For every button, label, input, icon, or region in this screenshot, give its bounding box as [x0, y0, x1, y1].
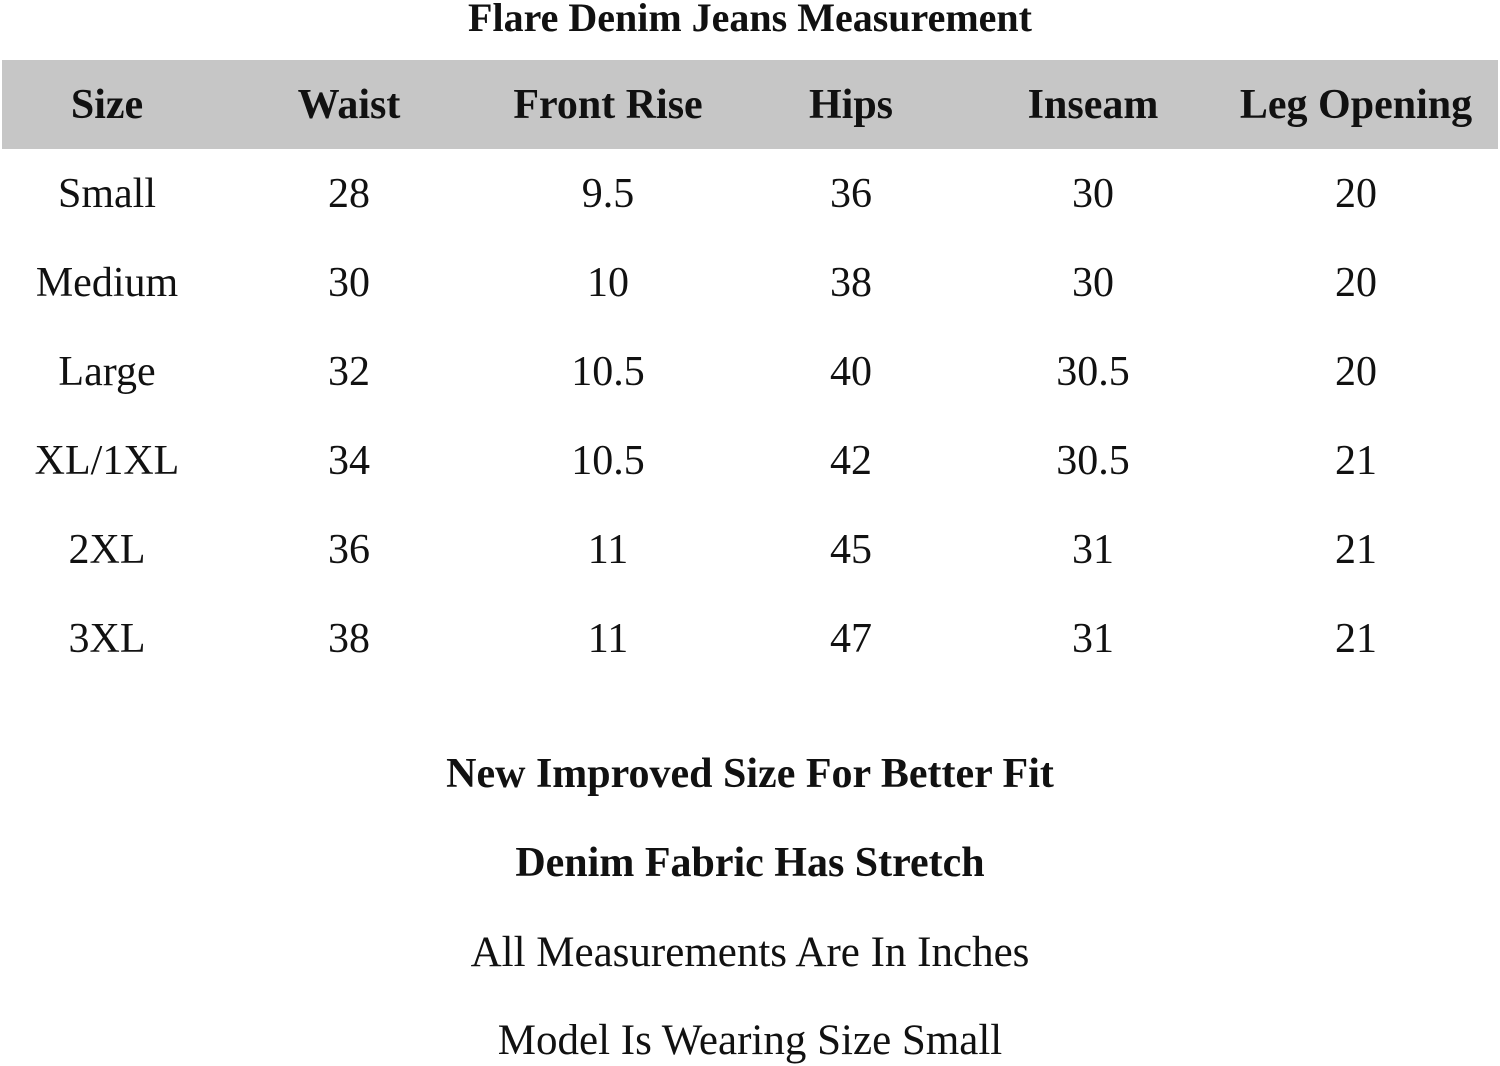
table-row [2, 327, 1498, 416]
header-inseam: Inseam [1027, 81, 1159, 128]
table-cell: 21 [1335, 615, 1377, 662]
table-cell: XL/1XL [34, 437, 180, 484]
table-row [2, 238, 1498, 327]
table-cell: 34 [328, 437, 370, 484]
table-cell: 11 [587, 615, 629, 662]
table-cell: Medium [35, 259, 179, 306]
table-cell: 20 [1335, 170, 1377, 217]
table-row [2, 505, 1498, 594]
table-cell: 30 [328, 259, 370, 306]
table-cell: 36 [830, 170, 872, 217]
table-row [2, 149, 1498, 238]
table-cell: 40 [830, 348, 872, 395]
table-cell: 21 [1335, 437, 1377, 484]
table-cell: 11 [587, 526, 629, 573]
table-cell: 9.5 [581, 170, 635, 217]
table-cell: 42 [830, 437, 872, 484]
table-cell: 47 [830, 615, 872, 662]
header-size: Size [70, 81, 144, 128]
size-chart-table [2, 60, 1498, 683]
table-cell: 10.5 [571, 348, 645, 395]
table-row [2, 416, 1498, 505]
table-cell: 3XL [68, 615, 146, 662]
note-improved-size: New Improved Size For Better Fit [446, 751, 1054, 797]
table-cell: 32 [328, 348, 370, 395]
table-cell: 21 [1335, 526, 1377, 573]
header-leg-opening: Leg Opening [1239, 81, 1473, 128]
table-cell: Small [57, 170, 157, 217]
page-title: Flare Denim Jeans Measurement [468, 0, 1032, 40]
table-cell: 30 [1072, 259, 1114, 306]
table-cell: 45 [830, 526, 872, 573]
header-waist: Waist [297, 81, 401, 128]
table-cell: 30.5 [1056, 348, 1130, 395]
table-cell: 38 [328, 615, 370, 662]
table-cell: 10.5 [571, 437, 645, 484]
table-cell: 28 [328, 170, 370, 217]
table-cell: 36 [328, 526, 370, 573]
table-cell: 20 [1335, 348, 1377, 395]
note-units: All Measurements Are In Inches [470, 929, 1030, 976]
header-front-rise: Front Rise [513, 81, 703, 128]
table-cell: 30.5 [1056, 437, 1130, 484]
table-cell: 30 [1072, 170, 1114, 217]
table-cell: 31 [1072, 615, 1114, 662]
table-cell: 38 [830, 259, 872, 306]
note-fabric-stretch: Denim Fabric Has Stretch [515, 840, 985, 886]
table-row [2, 594, 1498, 683]
note-model-size: Model Is Wearing Size Small [497, 1017, 1003, 1064]
table-cell: 10 [587, 259, 629, 306]
table-cell: 20 [1335, 259, 1377, 306]
header-hips: Hips [808, 81, 894, 128]
table-cell: 31 [1072, 526, 1114, 573]
table-header [2, 60, 1498, 149]
table-cell: 2XL [68, 526, 146, 573]
table-cell: Large [58, 348, 156, 395]
